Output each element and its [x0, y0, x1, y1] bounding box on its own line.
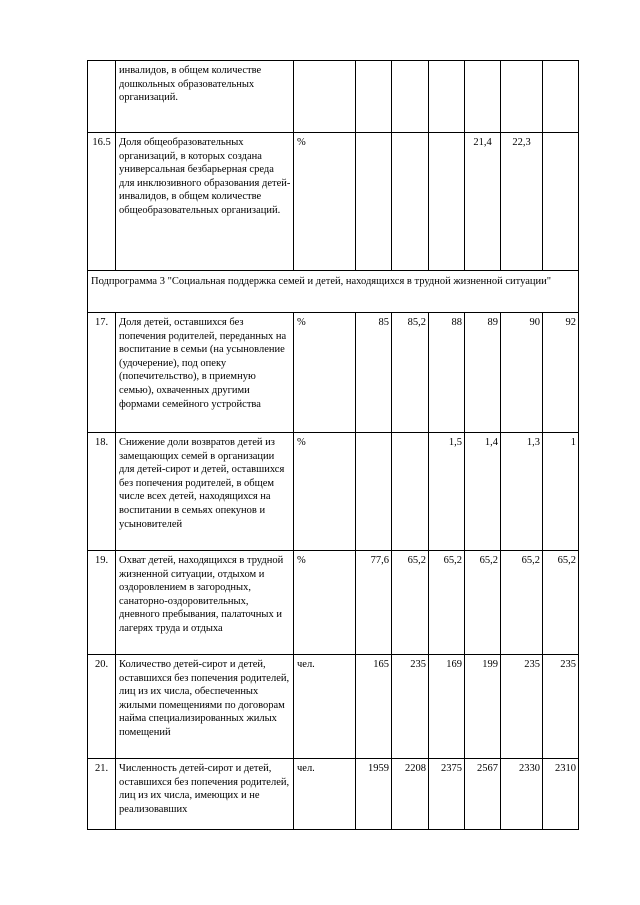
value-cell: 65,2: [465, 551, 501, 655]
value-cell: [429, 61, 465, 133]
value-cell: 1,4: [465, 433, 501, 551]
table-row: [88, 133, 579, 271]
value-cell: [465, 61, 501, 133]
value-cell: 65,2: [392, 551, 429, 655]
value-cell: 1,5: [429, 433, 465, 551]
row-number: 16.5: [88, 133, 116, 271]
indicator-name: Снижение доли возвратов детей из замещающих семей в организации для детей-сирот и детей, оставшихся без попечения родителей, в общем числе всех детей, находящихся на воспитании в семьях опекунов и усыновителей: [116, 433, 294, 551]
unit-cell: %: [294, 551, 356, 655]
table-row: [88, 61, 579, 133]
value-cell: [543, 133, 579, 271]
value-cell: 88: [429, 313, 465, 433]
table-row: [88, 551, 579, 655]
value-cell: 65,2: [429, 551, 465, 655]
value-cell: [543, 61, 579, 133]
unit-cell: %: [294, 133, 356, 271]
value-cell: 85: [356, 313, 392, 433]
value-cell: 235: [543, 655, 579, 759]
value-cell: 165: [356, 655, 392, 759]
value-cell: [356, 433, 392, 551]
row-number: [88, 61, 116, 133]
indicator-name: Численность детей-сирот и детей, оставшихся без попечения родителей, лиц из их числа, имеющих и не реализовавших: [116, 759, 294, 830]
value-cell: 2208: [392, 759, 429, 830]
value-cell: 199: [465, 655, 501, 759]
value-cell: 1: [543, 433, 579, 551]
indicator-name: инвалидов, в общем количестве дошкольных образовательных организаций.: [116, 61, 294, 133]
unit-cell: %: [294, 433, 356, 551]
table-row: [88, 313, 579, 433]
subprogram-row: [88, 271, 579, 313]
indicator-name: Доля детей, оставшихся без попечения родителей, переданных на воспитание в семьи (на усыновление (удочерение), под опеку (попечительство), в приемную семью), охваченных другими формами семейного устройства: [116, 313, 294, 433]
value-cell: [356, 133, 392, 271]
value-cell: 65,2: [543, 551, 579, 655]
row-number: 18.: [88, 433, 116, 551]
row-number: 21.: [88, 759, 116, 830]
unit-cell: чел.: [294, 655, 356, 759]
indicators-table: [87, 60, 579, 830]
value-cell: 77,6: [356, 551, 392, 655]
unit-cell: %: [294, 313, 356, 433]
value-cell: [429, 133, 465, 271]
row-number: 17.: [88, 313, 116, 433]
value-cell: 2567: [465, 759, 501, 830]
value-cell: [392, 433, 429, 551]
unit-cell: [294, 61, 356, 133]
value-cell: 22,3: [501, 133, 543, 271]
indicator-name: Количество детей-сирот и детей, оставшихся без попечения родителей, лиц из их числа, обеспеченных жилыми помещениями по договорам найма специализированных жилых помещений: [116, 655, 294, 759]
value-cell: 1,3: [501, 433, 543, 551]
subprogram-title: Подпрограмма 3 "Социальная поддержка семей и детей, находящихся в трудной жизненной ситуации": [88, 271, 579, 313]
value-cell: [392, 61, 429, 133]
indicator-name: Охват детей, находящихся в трудной жизненной ситуации, отдыхом и оздоровлением в загородных, санаторно-оздоровительных, дневного пребывания, палаточных и лагерях труда и отдыха: [116, 551, 294, 655]
table-row: [88, 759, 579, 830]
value-cell: [392, 133, 429, 271]
table-row: [88, 433, 579, 551]
value-cell: 1959: [356, 759, 392, 830]
value-cell: 92: [543, 313, 579, 433]
value-cell: 235: [392, 655, 429, 759]
value-cell: 90: [501, 313, 543, 433]
value-cell: 235: [501, 655, 543, 759]
row-number: 20.: [88, 655, 116, 759]
indicator-name: Доля общеобразовательных организаций, в которых создана универсальная безбарьерная среда для инклюзивного образования детей-инвалидов, в общем количестве общеобразовательных организаций.: [116, 133, 294, 271]
value-cell: 21,4: [465, 133, 501, 271]
value-cell: 89: [465, 313, 501, 433]
value-cell: 65,2: [501, 551, 543, 655]
value-cell: [356, 61, 392, 133]
table-body: [88, 61, 579, 830]
value-cell: [501, 61, 543, 133]
value-cell: 2310: [543, 759, 579, 830]
row-number: 19.: [88, 551, 116, 655]
value-cell: 169: [429, 655, 465, 759]
value-cell: 2330: [501, 759, 543, 830]
unit-cell: чел.: [294, 759, 356, 830]
value-cell: 85,2: [392, 313, 429, 433]
table-row: [88, 655, 579, 759]
value-cell: 2375: [429, 759, 465, 830]
